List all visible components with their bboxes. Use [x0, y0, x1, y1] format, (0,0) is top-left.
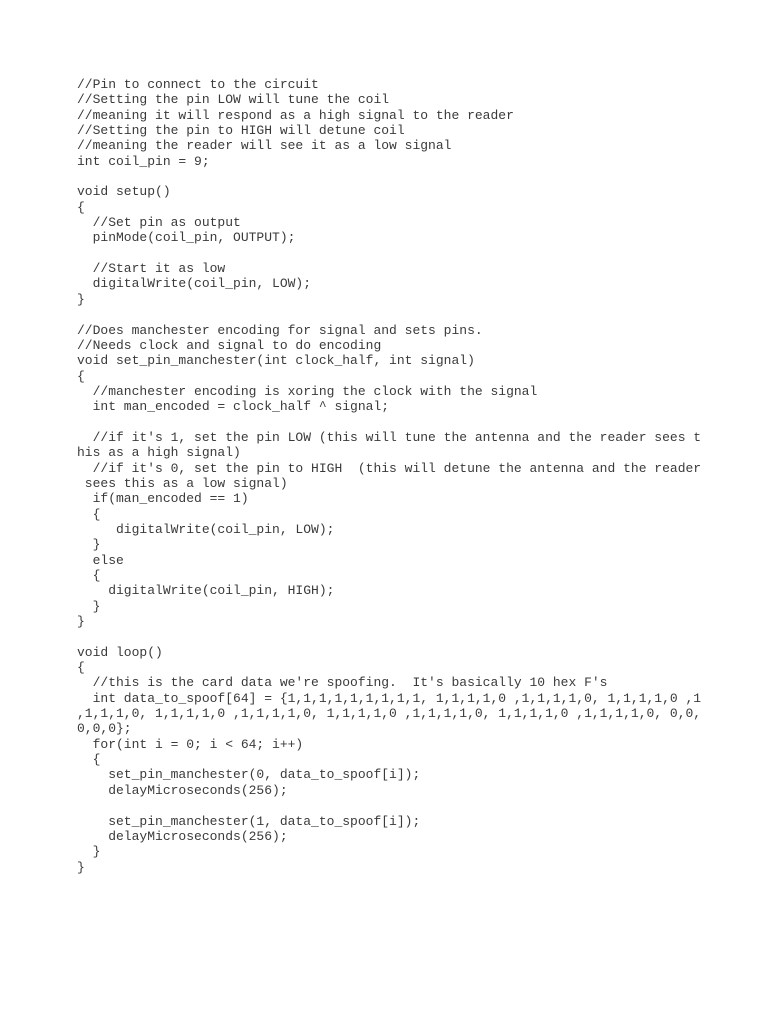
code-line: } — [77, 614, 85, 630]
code-line — [77, 798, 701, 813]
code-line: for(int i = 0; i < 64; i++) — [77, 736, 304, 752]
code-line: his as a high signal) — [77, 445, 241, 461]
code-line: { — [77, 660, 85, 676]
code-line: //meaning it will respond as a high signal to the reader — [77, 107, 514, 123]
code-line: //if it's 0, set the pin to HIGH (this will detune the antenna and the reader — [77, 460, 702, 476]
code-line: delayMicroseconds(256); — [77, 828, 288, 844]
code-line: { — [77, 568, 101, 583]
code-line — [77, 307, 701, 322]
code-line: digitalWrite(coil_pin, LOW); — [77, 521, 335, 537]
code-line: int man_encoded = clock_half ^ signal; — [77, 399, 390, 415]
code-line: //Does manchester encoding for signal and sets pins. — [77, 322, 483, 338]
code-line: } — [77, 598, 101, 614]
code-line: //Setting the pin to HIGH will detune coil — [77, 123, 405, 139]
code-line: void setup() — [77, 184, 171, 200]
code-line: //this is the card data we're spoofing. It's basically 10 hex F's — [77, 675, 608, 691]
code-line: } — [77, 859, 85, 875]
code-line: 0,0,0}; — [77, 721, 132, 737]
code-line: sees this as a low signal) — [77, 475, 288, 491]
code-line: set_pin_manchester(0, data_to_spoof[i]); — [77, 767, 421, 783]
code-line: //meaning the reader will see it as a low signal — [77, 138, 452, 154]
code-line: pinMode(coil_pin, OUTPUT); — [77, 230, 296, 246]
code-line — [77, 169, 701, 184]
code-line: { — [77, 752, 101, 768]
code-line — [77, 246, 701, 261]
code-line: } — [77, 844, 101, 860]
code-line: if(man_encoded == 1) — [77, 491, 249, 507]
code-line: //Start it as low — [77, 261, 226, 277]
code-line — [77, 415, 701, 430]
code-line: ,1,1,1,0, 1,1,1,1,0 ,1,1,1,1,0, 1,1,1,1,0 ,1,1,1,1,0, 1,1,1,1,0 ,1,1,1,1,0, 0,0, — [77, 706, 702, 722]
code-line: delayMicroseconds(256); — [77, 782, 288, 798]
code-line: int coil_pin = 9; — [77, 153, 210, 169]
code-line: { — [77, 199, 85, 215]
code-line: void loop() — [77, 644, 163, 660]
code-line: else — [77, 552, 124, 568]
code-line: } — [77, 537, 101, 553]
code-line: { — [77, 368, 85, 384]
code-line: //Needs clock and signal to do encoding — [77, 337, 382, 353]
code-line: //manchester encoding is xoring the clock with the signal — [77, 383, 538, 399]
code-line: int data_to_spoof[64] = {1,1,1,1,1,1,1,1,1, 1,1,1,1,0 ,1,1,1,1,0, 1,1,1,1,0 ,1 — [77, 690, 702, 706]
code-line: //Set pin as output — [77, 215, 241, 231]
code-listing — [77, 77, 701, 875]
code-line: set_pin_manchester(1, data_to_spoof[i]); — [77, 813, 421, 829]
code-line: void set_pin_manchester(int clock_half, int signal) — [77, 353, 475, 369]
code-line: digitalWrite(coil_pin, LOW); — [77, 276, 312, 292]
code-line — [77, 629, 701, 644]
code-line: //Setting the pin LOW will tune the coil — [77, 92, 390, 108]
code-line: //Pin to connect to the circuit — [77, 77, 319, 92]
code-line: { — [77, 506, 101, 522]
code-line: digitalWrite(coil_pin, HIGH); — [77, 583, 335, 599]
code-line: //if it's 1, set the pin LOW (this will tune the antenna and the reader sees t — [77, 429, 702, 445]
code-line: } — [77, 291, 85, 307]
